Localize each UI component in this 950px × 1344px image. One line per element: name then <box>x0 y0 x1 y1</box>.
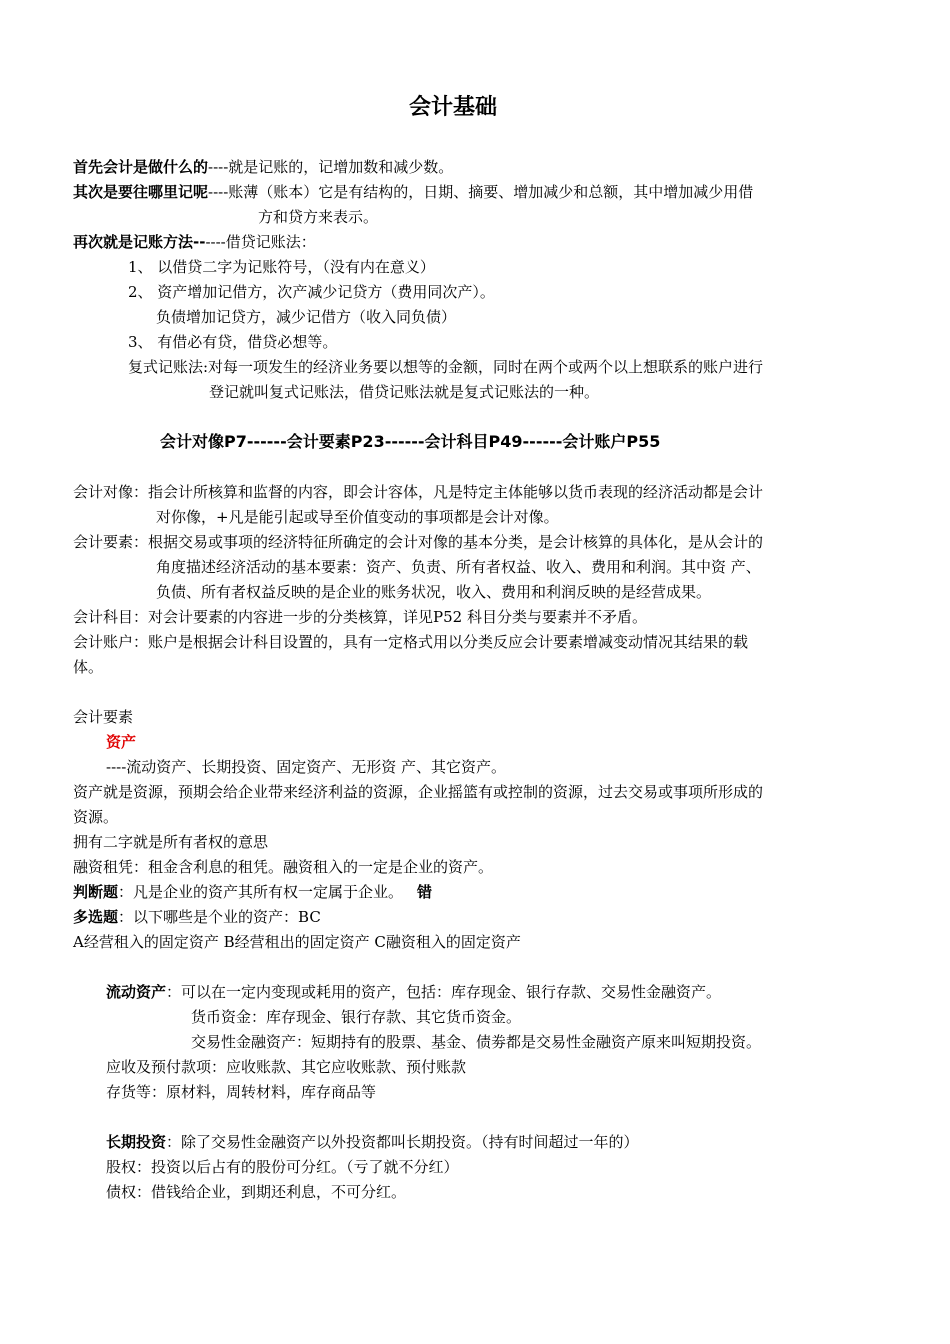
monetary-funds: 货币资金：库存现金、银行存款、其它货币资金。 <box>191 1008 522 1026</box>
inventory: 存货等：原材料，周转材料，库存商品等 <box>106 1083 377 1101</box>
def-account-2: 体。 <box>73 658 104 676</box>
intro-1-text: ----就是记账的，记增加数和减少数。 <box>208 158 454 176</box>
multi-question <box>73 907 321 927</box>
def-element-1: 会计要素：根据交易或事项的经济特征所确定的会计对像的基本分类，是会计核算的具体化，是从会计的 <box>73 533 764 551</box>
def-object-1: 会计对像：指会计所核算和监督的内容，即会计容体，凡是特定主体能够以货币表现的经济活动都是会计 <box>73 483 764 501</box>
long-term-text: ：除了交易性金融资产以外投资都叫长期投资。（持有时间超过一年的） <box>166 1133 639 1151</box>
intro-line-3 <box>73 232 316 252</box>
judge-label: 判断题 <box>73 883 119 901</box>
rule-item-2b: 负债增加记贷方，减少记借方（收入同负债） <box>156 308 457 326</box>
rule-item-2: 2、 资产增加记借方，次产减少记贷方（费用同次产）。 <box>128 283 495 301</box>
def-object-2: 对你像，+凡是能引起或导至价值变动的事项都是会计对像。 <box>156 508 559 526</box>
asset-label: 资产 <box>106 733 137 751</box>
double-entry-line-1: 复式记账法:对每一项发生的经济业务要以想等的金额，同时在两个或两个以上想联系的账户进行 <box>128 358 764 376</box>
intro-2-bold: 其次是要往哪里记呢 <box>73 183 209 201</box>
current-assets-text: ：可以在一定内变现或耗用的资产，包括：库存现金、银行存款、交易性金融资产。 <box>166 983 722 1001</box>
page-title: 会计基础 <box>409 95 498 120</box>
intro-line-1 <box>73 157 453 177</box>
asset-definition-1: 资产就是资源，预期会给企业带来经济利益的资源，企业摇篮有或控制的资源，过去交易或事项所形成的 <box>73 783 764 801</box>
asset-types: ----流动资产、长期投资、固定资产、无形资 产、其它资产。 <box>106 758 507 776</box>
receivables: 应收及预付款项：应收账款、其它应收账款、预付账款 <box>106 1058 467 1076</box>
intro-3-text: ----借贷记账法： <box>205 233 316 251</box>
trading-assets: 交易性金融资产：短期持有的股票、基金、债劵都是交易性金融资产原来叫短期投资。 <box>191 1033 762 1051</box>
long-term-label: 长期投资 <box>106 1133 167 1151</box>
intro-3-bold: 再次就是记账方法-- <box>73 233 206 251</box>
def-element-3: 负债、所有者权益反映的是企业的账务状况，收入、费用和利润反映的是经营成果。 <box>156 583 712 601</box>
intro-line-2-cont: 方和贷方来表示。 <box>258 208 379 226</box>
multi-text: ：以下哪些是个业的资产：BC <box>118 908 321 926</box>
long-term-investment <box>106 1132 639 1152</box>
def-element-2: 角度描述经济活动的基本要素：资产、负责、所有者权益、收入、费用和利润。其中资 产、 <box>156 558 761 576</box>
rule-item-3: 3、 有借必有贷，借贷必想等。 <box>128 333 338 351</box>
intro-line-2 <box>73 182 753 202</box>
current-assets-label: 流动资产 <box>106 983 167 1001</box>
judge-answer: 错 <box>417 883 433 901</box>
multi-options: A经营租入的固定资产 B经营租出的固定资产 C融资租入的固定资产 <box>73 933 521 951</box>
debt-note: 债权：借钱给企业，到期还利息，不可分红。 <box>106 1183 407 1201</box>
intro-1-bold: 首先会计是做什么的 <box>73 158 209 176</box>
elements-heading: 会计要素 <box>73 708 134 726</box>
def-account-1: 会计账户：账户是根据会计科目设置的，具有一定格式用以分类反应会计要素增减变动情况其结果的载 <box>73 633 749 651</box>
def-subject: 会计科目：对会计要素的内容进一步的分类核算，详见P52 科目分类与要素并不矛盾。 <box>73 608 647 626</box>
finance-lease-note: 融资租凭：租金含利息的租凭。融资租入的一定是企业的资产。 <box>73 858 494 876</box>
judge-text: ：凡是企业的资产其所有权一定属于企业。 <box>118 883 404 901</box>
judge-question <box>73 882 432 902</box>
rule-item-1: 1、 以借贷二字为记账符号，（没有内在意义） <box>128 258 435 276</box>
current-assets <box>106 982 721 1002</box>
multi-label: 多选题 <box>73 908 119 926</box>
asset-definition-2: 资源。 <box>73 808 119 826</box>
section-subtitle: 会计对像P7------会计要素P23------会计科目P49------会计账户P55 <box>160 432 661 451</box>
equity-note: 股权：投资以后占有的股份可分红。（亏了就不分红） <box>106 1158 459 1176</box>
ownership-note: 拥有二字就是所有者权的意思 <box>73 833 269 851</box>
double-entry-line-2: 登记就叫复式记账法，借贷记账法就是复式记账法的一种。 <box>209 383 600 401</box>
intro-2-text: ----账薄（账本）它是有结构的，日期、摘要、增加减少和总额，其中增加减少用借 <box>208 183 754 201</box>
